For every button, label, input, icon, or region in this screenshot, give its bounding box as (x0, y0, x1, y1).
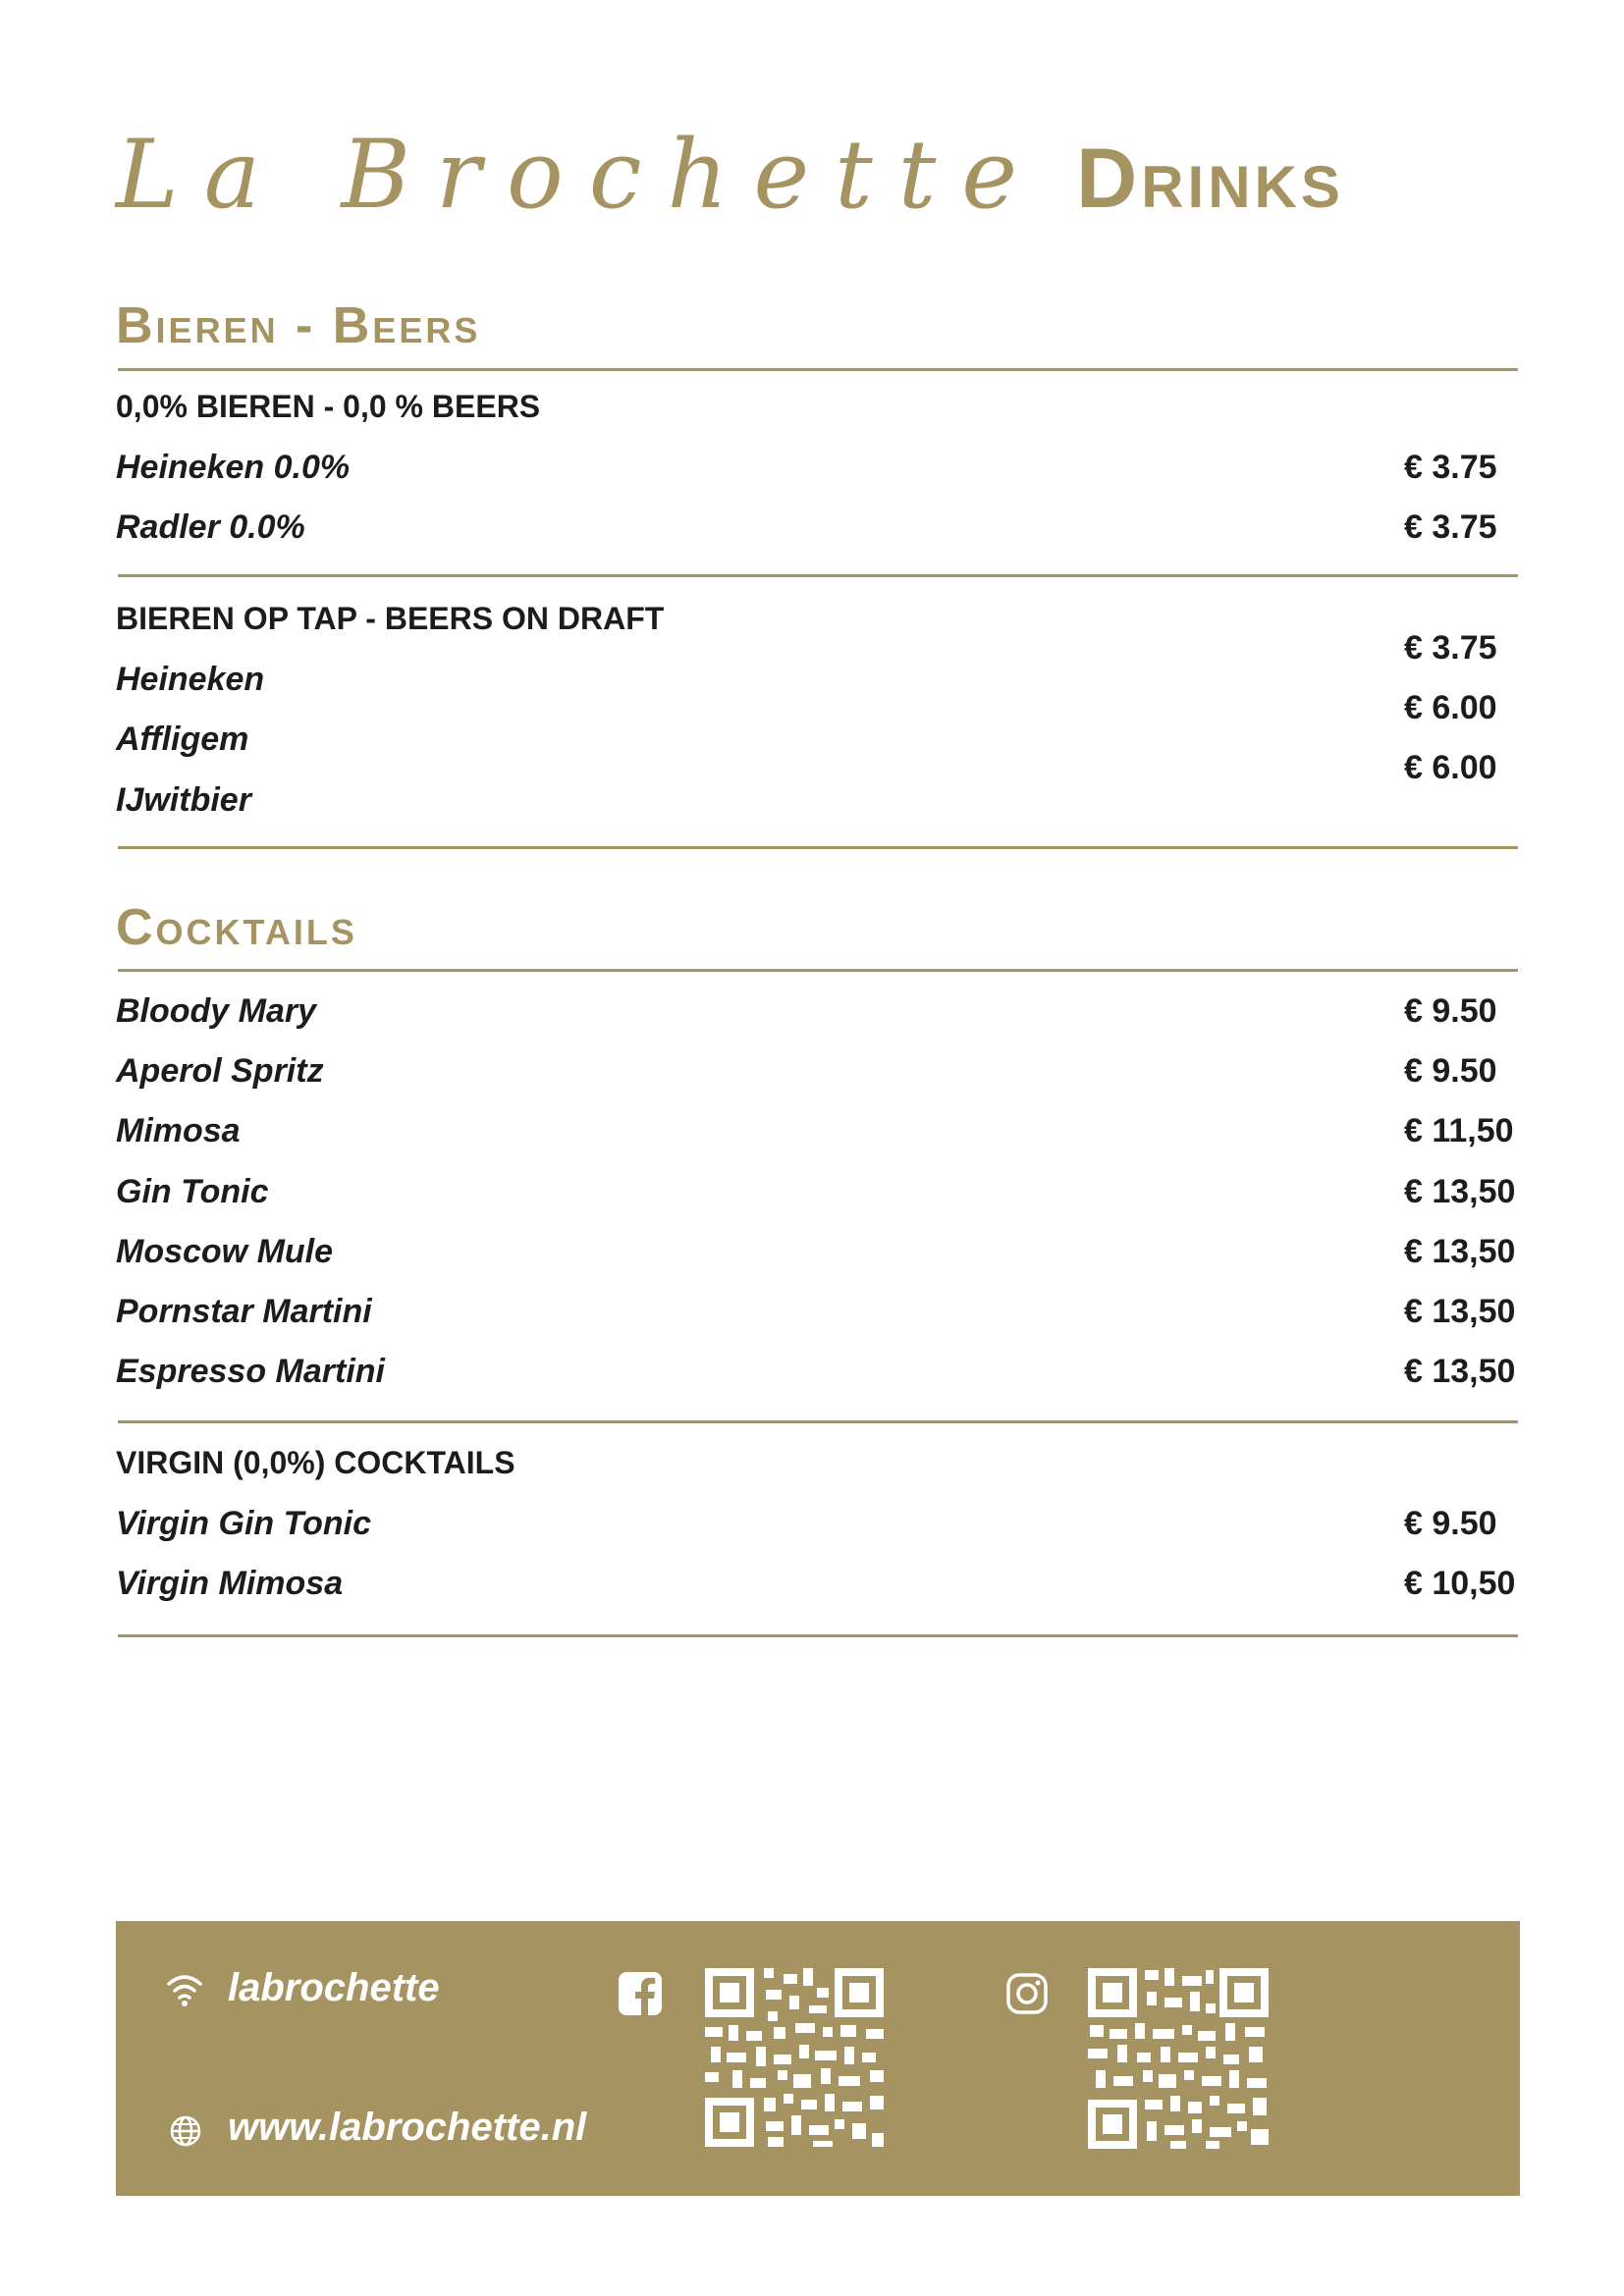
menu-item-price: € 6.00 (1404, 689, 1497, 726)
menu-item-price: € 13,50 (1404, 1353, 1516, 1390)
menu-item-price: € 13,50 (1404, 1233, 1516, 1270)
brand-name: La Brochette (116, 120, 1044, 230)
divider (118, 969, 1518, 972)
wifi-name: labrochette (228, 1966, 440, 2009)
divider (118, 368, 1518, 371)
menu-item-price: € 10,50 (1404, 1565, 1516, 1602)
divider (118, 1420, 1518, 1423)
menu-item-name: Moscow Mule (116, 1233, 334, 1270)
page-title (116, 120, 1344, 238)
menu-item-price: € 3.75 (1404, 449, 1497, 486)
facebook-icon[interactable] (619, 1972, 662, 2015)
menu-item-name: Espresso Martini (116, 1353, 385, 1390)
menu-item-name: Heineken (116, 661, 265, 698)
website-link[interactable]: www.labrochette.nl (228, 2106, 587, 2149)
menu-item-price: € 11,50 (1404, 1112, 1514, 1149)
menu-item-price: € 3.75 (1404, 508, 1497, 546)
instagram-icon[interactable] (1005, 1972, 1049, 2015)
globe-icon (169, 2114, 202, 2148)
menu-item-price: € 3.75 (1404, 629, 1497, 667)
divider (118, 1634, 1518, 1637)
menu-item-price: € 6.00 (1404, 749, 1497, 786)
facebook-qr-code (705, 1968, 884, 2147)
menu-item-name: Aperol Spritz (116, 1052, 324, 1090)
menu-item-name: Gin Tonic (116, 1173, 269, 1210)
footer-bar (116, 1921, 1520, 2196)
menu-item-price: € 9.50 (1404, 992, 1497, 1030)
divider (118, 574, 1518, 577)
menu-item-name: Virgin Mimosa (116, 1565, 344, 1602)
menu-item-name: Pornstar Martini (116, 1293, 372, 1330)
menu-item-name: Heineken 0.0% (116, 449, 351, 486)
menu-item-name: Affligem (116, 721, 249, 758)
wifi-icon (165, 1972, 204, 2007)
menu-item-price: € 13,50 (1404, 1173, 1516, 1210)
divider (118, 846, 1518, 849)
subsection-title: 0,0% BIEREN - 0,0 % BEERS (116, 389, 541, 424)
menu-item-name: IJwitbier (116, 781, 251, 819)
section-title-cocktails: Cocktails (116, 899, 357, 956)
menu-item-name: Virgin Gin Tonic (116, 1505, 372, 1542)
section-title-beers: Bieren - Beers (116, 297, 481, 354)
subsection-title: BIEREN OP TAP - BEERS ON DRAFT (116, 601, 665, 636)
menu-item-name: Bloody Mary (116, 992, 317, 1030)
instagram-qr-code (1088, 1968, 1269, 2149)
menu-item-price: € 13,50 (1404, 1293, 1516, 1330)
menu-item-price: € 9.50 (1404, 1505, 1497, 1542)
menu-item-name: Mimosa (116, 1112, 241, 1149)
menu-item-price: € 9.50 (1404, 1052, 1497, 1090)
subsection-title: VIRGIN (0,0%) COCKTAILS (116, 1445, 515, 1480)
menu-item-name: Radler 0.0% (116, 508, 305, 546)
page-heading: Drinks (1076, 132, 1344, 226)
